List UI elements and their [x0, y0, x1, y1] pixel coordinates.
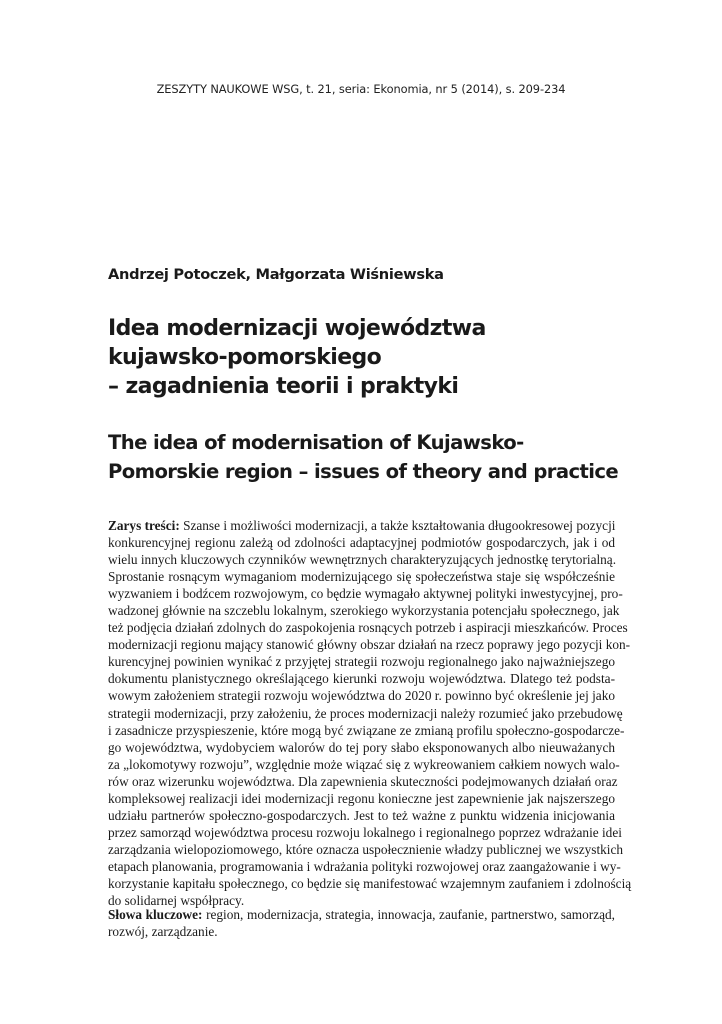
- title-english-line: Pomorskie region – issues of theory and practice: [108, 460, 619, 483]
- abstract-line: wyzwaniem i bodźcem rozwojowym, co będzie wymagało aktywnej polityki inwestycyjnej, pro-: [108, 586, 623, 602]
- abstract-line: korzystanie kapitału społecznego, co będzie się manifestować wzajemnym zaufaniem i zdolnością: [108, 875, 632, 891]
- abstract-body: [108, 534, 632, 909]
- title-polish-line: kujawsko-pomorskiego: [108, 345, 382, 370]
- abstract-line: wielu innych kluczowych czynników wewnętrznych charakteryzujących jednostkę terytorialną.: [108, 552, 617, 568]
- abstract-line: i zasadnicze przyspieszenie, które mogą być związane ze zmianą profilu społeczno-gospodarcze-: [108, 722, 625, 738]
- abstract-line: do solidarnej współpracy.: [108, 893, 245, 909]
- title-english: [108, 428, 648, 486]
- abstract-line: udziału partnerów społeczno-gospodarczych. Jest to też ważne z punktu widzenia inicjowania: [108, 807, 615, 823]
- abstract-line: wowym założeniem strategii rozwoju województwa do 2020 r. powinno być określenie jej jako: [108, 688, 615, 704]
- title-polish-line: Idea modernizacji województwa: [108, 316, 486, 341]
- abstract-line: przez samorząd województwa procesu rozwoju lokalnego i regionalnego poprzez wdrażanie idei: [108, 824, 622, 840]
- keywords-last-line: rozwój, zarządzanie.: [108, 924, 218, 940]
- abstract-line: za „lokomotywy rozwoju”, względnie może wiązać się z wykreowaniem całkiem nowych walo-: [108, 756, 620, 772]
- authors: Andrzej Potoczek, Małgorzata Wiśniewska: [108, 266, 444, 283]
- title-english-line: The idea of modernisation of Kujawsko-: [108, 431, 524, 454]
- abstract: [108, 517, 632, 909]
- abstract-line: kompleksowej realizacji idei modernizacji regonu konieczne jest zapewnienie jak najszerszego: [108, 790, 615, 806]
- abstract-line: wadzonej głównie na szczeblu lokalnym, szerokiego wykorzystania potencjału społecznego, jak: [108, 603, 620, 619]
- keywords-first-line: region, modernizacja, strategia, innowacja, zaufanie, partnerstwo, samorząd,: [202, 907, 615, 922]
- keywords: [108, 906, 615, 940]
- abstract-label: Zarys treści:: [108, 518, 180, 533]
- abstract-first-line: Szanse i możliwości modernizacji, a także kształtowania długookresowej pozycji: [179, 518, 616, 533]
- abstract-line: rów oraz wizerunku województwa. Dla zapewnienia skuteczności podejmowanych działań oraz: [108, 773, 618, 789]
- abstract-line: go województwa, wydobyciem walorów do tej pory słabo eksponowanych albo nieuważanych: [108, 739, 615, 755]
- abstract-line: też podjęcia działań zdolnych do zaspokojenia rosnących potrzeb i aspiracji mieszkańców. Proces: [108, 620, 628, 636]
- abstract-line: modernizacji regionu mający stanowić główny obszar działań na rzecz poprawy jego pozycji kon-: [108, 637, 631, 653]
- abstract-line: kurencyjnej powinien wynikać z przyjętej strategii rozwoju regionalnego jako najważniejszego: [108, 654, 615, 670]
- keywords-label: Słowa kluczowe:: [108, 907, 203, 922]
- title-polish: [108, 314, 628, 401]
- abstract-line: strategii modernizacji, przy założeniu, że proces modernizacji należy rozumieć jako przebudowę: [108, 705, 623, 721]
- keywords-line: [108, 906, 615, 923]
- abstract-line: zarządzania wielopoziomowego, które oznacza uspołecznienie władzy publicznej we wszystkich: [108, 841, 624, 857]
- abstract-line: dokumentu planistycznego określającego kierunki rozwoju województwa. Dlatego też podsta-: [108, 671, 615, 687]
- abstract-line: etapach planowania, programowania i wdrażania polityki rozwojowej oraz zaangażowanie i wy-: [108, 858, 621, 874]
- abstract-line: Sprostanie rosnącym wymaganiom modernizującego się społeczeństwa staje się współcześnie: [108, 569, 615, 585]
- abstract-line: konkurencyjnej regionu zależą od zdolności adaptacyjnej podmiotów gospodarczych, jak i od: [108, 535, 615, 551]
- abstract-line: [108, 517, 615, 534]
- title-polish-line: – zagadnienia teorii i praktyki: [108, 374, 459, 399]
- journal-header: ZESZYTY NAUKOWE WSG, t. 21, seria: Ekonomia, nr 5 (2014), s. 209-234: [156, 82, 566, 96]
